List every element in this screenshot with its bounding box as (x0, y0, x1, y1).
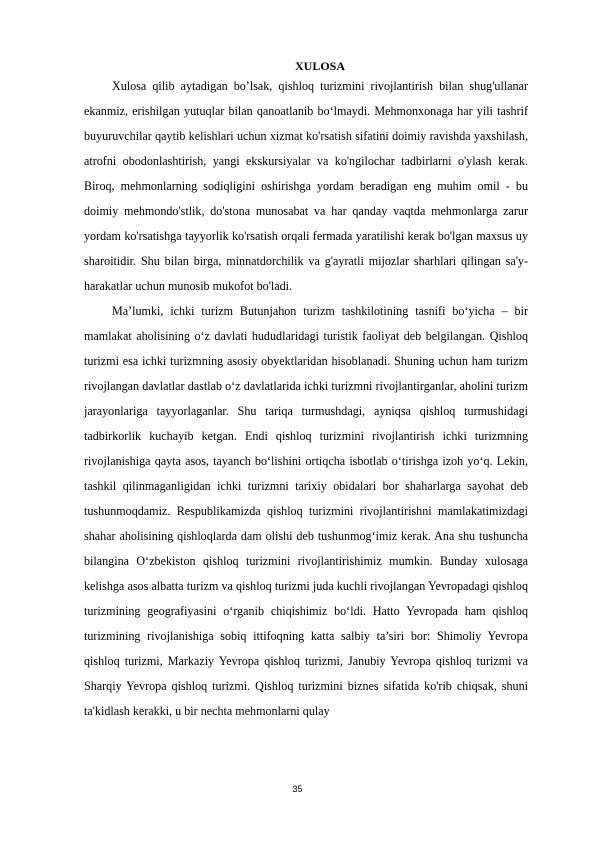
document-title: XULOSA (294, 59, 345, 73)
page-number: 35 (292, 784, 303, 794)
paragraph-conclusion-intro: Xulosa qilib aytadigan bo’lsak, qishloq turizmini rivojlantirish bilan shug'ullanar ekanmiz, erishilgan yutuqlar bilan qanoatlanib bo‘lmaydi. Mehmonxonaga har yili tashrif buyuruvchilar qaytib kelishlari uchun xizmat ko'rsatish sifatini doimiy ravishda yaxshilash, atrofni obodonlashtirish, yangi ekskursiyalar va ko'ngilochar tadbirlarni o'ylash kerak. Biroq, mehmonlarning sodiqligini oshirishga yordam beradigan eng muhim omil - bu doimiy mehmondo'stlik, do'stona munosabat va har qanday vaqtda mehmonlarga zarur yordam ko'rsatishga tayyorlik ko'rsatish orqali fermada yaratilishi kerak bo'lgan maxsus uy sharoitidir. Shu bilan birga, minnatdorchilik va g'ayratli mijozlar sharhlari qilingan sa'y-harakatlar uchun munosib mukofot bo'ladi. (84, 79, 528, 293)
paragraph-domestic-tourism: Ma’lumki, ichki turizm Butunjahon turizm tashkilotining tasnifi bo‘yicha – bir mamlakat aholisining o‘z davlati hududlaridagi turistik faoliyat deb belgilangan. Qishloq turizmi esa ichki turizmning asosiy obyektlaridan hisoblanadi. Shuning uchun ham turizm rivojlangan davlatlar dastlab o‘z davlatlarida ichki turizmni rivojlantirganlar, aholini turizm jarayonlariga tayyorlaganlar. Shu tariqa turmushdagi, ayniqsa qishloq turmushidagi tadbirkorlik kuchayib ketgan. Endi qishloq turizmini rivojlantirish ichki turizmning rivojlanishiga qayta asos, tayanch bo‘lishini ortiqcha isbotlab o‘tirishga izoh yo‘q. Lekin, tashkil qilinmaganligidan ichki turizmni tarixiy obidalari bor shaharlarga sayohat deb tushunmoqdamiz. Respublikamizda qishloq turizmini rivojlantirishni mamlakatimizdagi shahar aholisining qishloqlarda dam olishi deb tushunmog‘imiz kerak. Ana shu tushuncha bilangina O‘zbekiston qishloq turizmini rivojlantirishimiz mumkin. Bunday xulosaga kelishga asos albatta turizm va qishloq turizmi juda kuchli rivojlangan Yevropadagi qishloq turizmining geografiyasini o‘rganib chiqishimiz bo‘ldi. Hatto Yevropada ham qishloq turizmining rivojlanishiga sobiq ittifoqning katta salbiy ta’siri bor: Shimoliy Yevropa qishloq turizmi, Markaziy Yevropa qishloq turizmi, Janubiy Yevropa qishloq turizmi va Sharqiy Yevropa qishloq turizmi. Qishloq turizmini biznes sifatida ko'rib chiqsak, shuni ta'kidlash kerakki, u bir nechta mehmonlarni qulay (84, 304, 528, 718)
document-page (84, 58, 528, 724)
